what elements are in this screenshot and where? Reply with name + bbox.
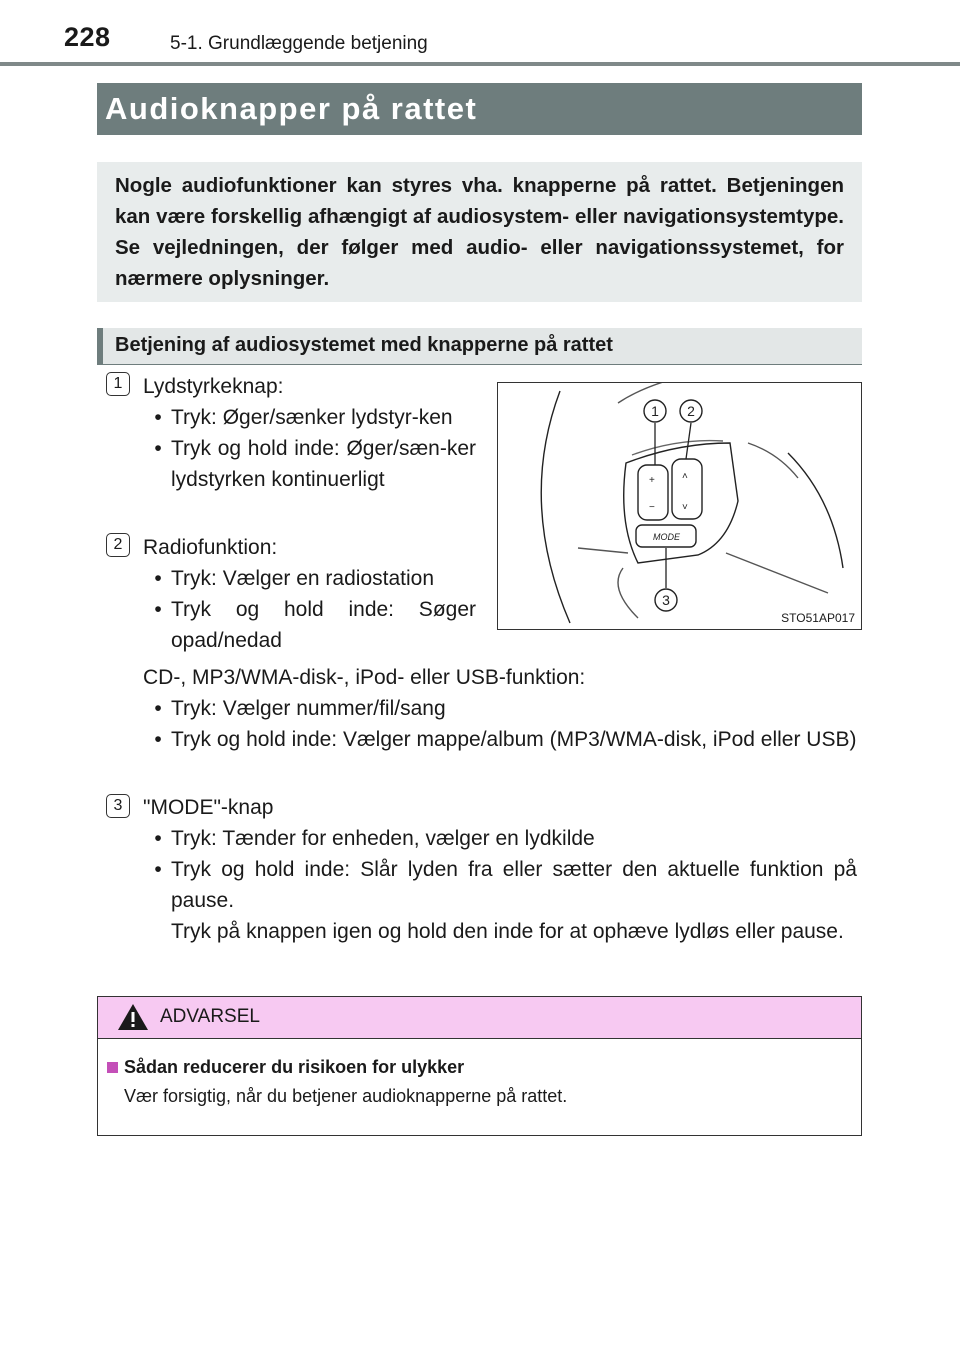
item-2-subtitle: CD-, MP3/WMA-disk-, iPod- eller USB-funktion: xyxy=(143,666,586,689)
list-item: • Tryk og hold inde: Vælger mappe/album (MP3/WMA-disk, iPod eller USB) xyxy=(145,724,857,755)
running-title: 5-1. Grundlæggende betjening xyxy=(170,33,428,54)
bullet-dot-icon: • xyxy=(154,437,162,460)
bullet-dot-icon: • xyxy=(154,697,162,720)
warning-square-icon xyxy=(107,1062,118,1073)
item-2-content xyxy=(143,532,476,656)
bullet-dot-icon: • xyxy=(154,858,162,881)
warning-text: Vær forsigtig, når du betjener audioknapperne på rattet. xyxy=(124,1086,568,1106)
bullet-dot-icon: • xyxy=(154,598,162,621)
svg-text:˄: ˄ xyxy=(682,471,688,482)
svg-text:3: 3 xyxy=(662,592,670,608)
svg-text:2: 2 xyxy=(687,403,695,419)
item-marker-1: 1 xyxy=(106,372,130,396)
item-3-title: "MODE"-knap xyxy=(143,796,274,819)
item-1-content xyxy=(143,371,476,495)
bullet-dot-icon: • xyxy=(154,406,162,429)
warning-triangle-icon xyxy=(116,1002,150,1032)
subheading: Betjening af audiosystemet med knapperne på rattet xyxy=(97,328,862,365)
header-rule xyxy=(0,62,960,66)
item-marker-2: 2 xyxy=(106,533,130,557)
list-item: • Tryk: Vælger nummer/fil/sang xyxy=(145,693,857,724)
item-3-content xyxy=(143,792,857,947)
list-item: • Tryk og hold inde: Søger opad/nedad xyxy=(145,594,476,656)
list-item: • Tryk: Vælger en radiostation xyxy=(145,563,476,594)
section-title: Audioknapper på rattet xyxy=(97,83,862,135)
item-2-title: Radiofunktion: xyxy=(143,536,278,559)
svg-text:˅: ˅ xyxy=(682,502,688,513)
steering-wheel-figure xyxy=(497,382,862,630)
item-3-continuation: Tryk på knappen igen og hold den inde for at ophæve lydløs eller pause. xyxy=(171,920,844,943)
svg-text:+: + xyxy=(649,475,655,486)
warning-header xyxy=(98,997,861,1039)
svg-text:1: 1 xyxy=(651,403,659,419)
figure-code: STO51AP017 xyxy=(781,611,855,625)
steering-wheel-illustration xyxy=(498,383,862,630)
page-number: 228 xyxy=(64,22,111,52)
item-1-title: Lydstyrkeknap: xyxy=(143,375,284,398)
warning-box xyxy=(97,996,862,1136)
svg-text:−: − xyxy=(649,502,655,513)
list-item: • Tryk og hold inde: Øger/sæn-ker lydstyrken kontinuerligt xyxy=(145,433,476,495)
bullet-dot-icon: • xyxy=(154,728,162,751)
item-2-sub xyxy=(143,662,857,755)
list-item: • Tryk og hold inde: Slår lyden fra eller sætter den aktuelle funktion på pause. xyxy=(145,854,857,916)
intro-box: Nogle audiofunktioner kan styres vha. knapperne på rattet. Betjeningen kan være forskellig afhængigt af audiosystem- eller navigationsystemtype. Se vejledningen, der følger med audio- eller navigationssystemet, for nærmere oplysninger. xyxy=(97,162,862,302)
bullet-dot-icon: • xyxy=(154,567,162,590)
figure-mode-label: MODE xyxy=(653,532,680,542)
warning-label: ADVARSEL xyxy=(160,1006,260,1027)
list-item: • Tryk: Øger/sænker lydstyr-ken xyxy=(145,402,476,433)
bullet-dot-icon: • xyxy=(154,827,162,850)
warning-title: Sådan reducerer du risikoen for ulykker xyxy=(124,1057,465,1077)
item-marker-3: 3 xyxy=(106,794,130,818)
list-item: • Tryk: Tænder for enheden, vælger en lydkilde xyxy=(145,823,857,854)
